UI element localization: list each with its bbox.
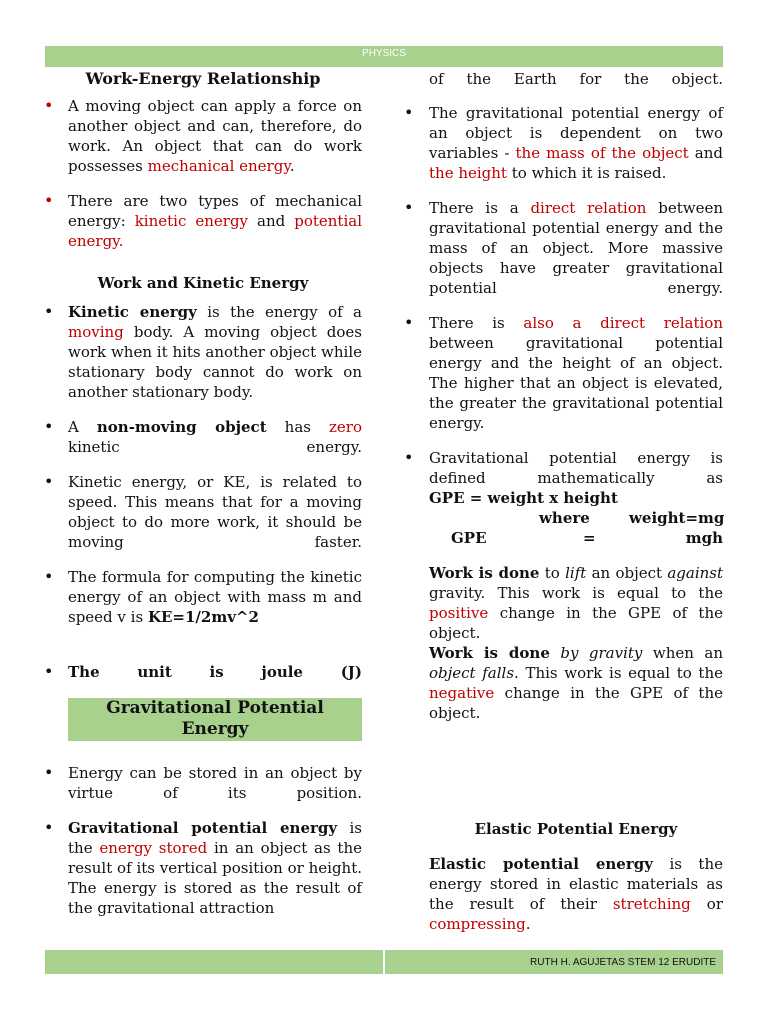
- bullet-icon: •: [44, 417, 54, 436]
- bullet-icon: •: [404, 103, 414, 122]
- continuation-text: of the Earth for the object.: [429, 70, 723, 88]
- formula-weight: weight=mg: [629, 509, 725, 527]
- bullet-icon: •: [44, 763, 54, 782]
- bullet-icon: •: [44, 567, 54, 586]
- elastic-paragraph: Elastic potential energy is the energy stored in elastic materials as the result of their stretching or compressing.: [429, 855, 723, 933]
- formula-gpe-label: GPE: [451, 529, 487, 547]
- bullet-icon: •: [44, 96, 54, 115]
- list-item: The formula for computing the kinetic energy of an object with mass m and speed v is KE=1/2mv^2: [68, 568, 362, 626]
- footer-divider: [383, 950, 385, 974]
- bullet-icon: •: [44, 818, 54, 837]
- list-item: The unit is joule (J): [68, 663, 362, 681]
- list-item: Kinetic energy is the energy of a moving body. A moving object does work when it hits another object while stationary body cannot do work on another stationary body.: [68, 303, 362, 401]
- bullet-icon: •: [404, 448, 414, 467]
- list-item: Kinetic energy, or KE, is related to speed. This means that for a moving object to do more work, it should be moving faster.: [68, 473, 362, 551]
- list-item: Gravitational potential energy is defined mathematically as: [429, 449, 723, 487]
- list-item: There is also a direct relation between gravitational potential energy and the height of an object. The higher that an object is elevated, the greater the gravitational potential energy.: [429, 314, 723, 432]
- list-item: There is a direct relation between gravitational potential energy and the mass of an object. More massive objects have greater gravitational potential energy.: [429, 199, 723, 297]
- list-item: There are two types of mechanical energy: kinetic energy and potential energy.: [68, 192, 362, 250]
- formula-equals: =: [583, 529, 596, 547]
- bullet-icon: •: [44, 662, 54, 681]
- header-label: PHYSICS: [362, 48, 406, 59]
- work-fall-paragraph: Work is done by gravity when an object falls. This work is equal to the negative change in the GPE of the object.: [429, 644, 724, 722]
- bullet-icon: •: [44, 191, 54, 210]
- list-item: The gravitational potential energy of an object is dependent on two variables - the mass of the object and the height to which it is raised.: [429, 104, 724, 182]
- section-title-work-energy: Work-Energy Relationship: [85, 69, 321, 88]
- list-item: A non-moving object has zero kinetic energy.: [68, 418, 362, 456]
- subheading-work-kinetic: Work and Kinetic Energy: [97, 274, 309, 292]
- gpe-formula: GPE = weight x height: [429, 489, 618, 507]
- list-item: A moving object can apply a force on another object and can, therefore, do work. An object that can do work possesses mechanical energy.: [68, 97, 362, 175]
- bullet-icon: •: [44, 472, 54, 491]
- bullet-icon: •: [44, 302, 54, 321]
- bullet-icon: •: [404, 313, 414, 332]
- section-title-gpe: Gravitational Potential Energy: [106, 698, 324, 739]
- subheading-elastic: Elastic Potential Energy: [474, 820, 678, 838]
- list-item: Energy can be stored in an object by virtue of its position.: [68, 764, 362, 802]
- list-item: Gravitational potential energy is the energy stored in an object as the result of its vertical position or height. The energy is stored as the result of the gravitational attraction: [68, 819, 362, 917]
- footer-author: RUTH H. AGUJETAS STEM 12 ERUDITE: [530, 957, 716, 968]
- bullet-icon: •: [404, 198, 414, 217]
- formula-where: where: [539, 509, 590, 527]
- formula-mgh: mgh: [685, 529, 723, 547]
- work-lift-paragraph: Work is done to lift an object against gravity. This work is equal to the positive change in the GPE of the object.: [429, 564, 723, 642]
